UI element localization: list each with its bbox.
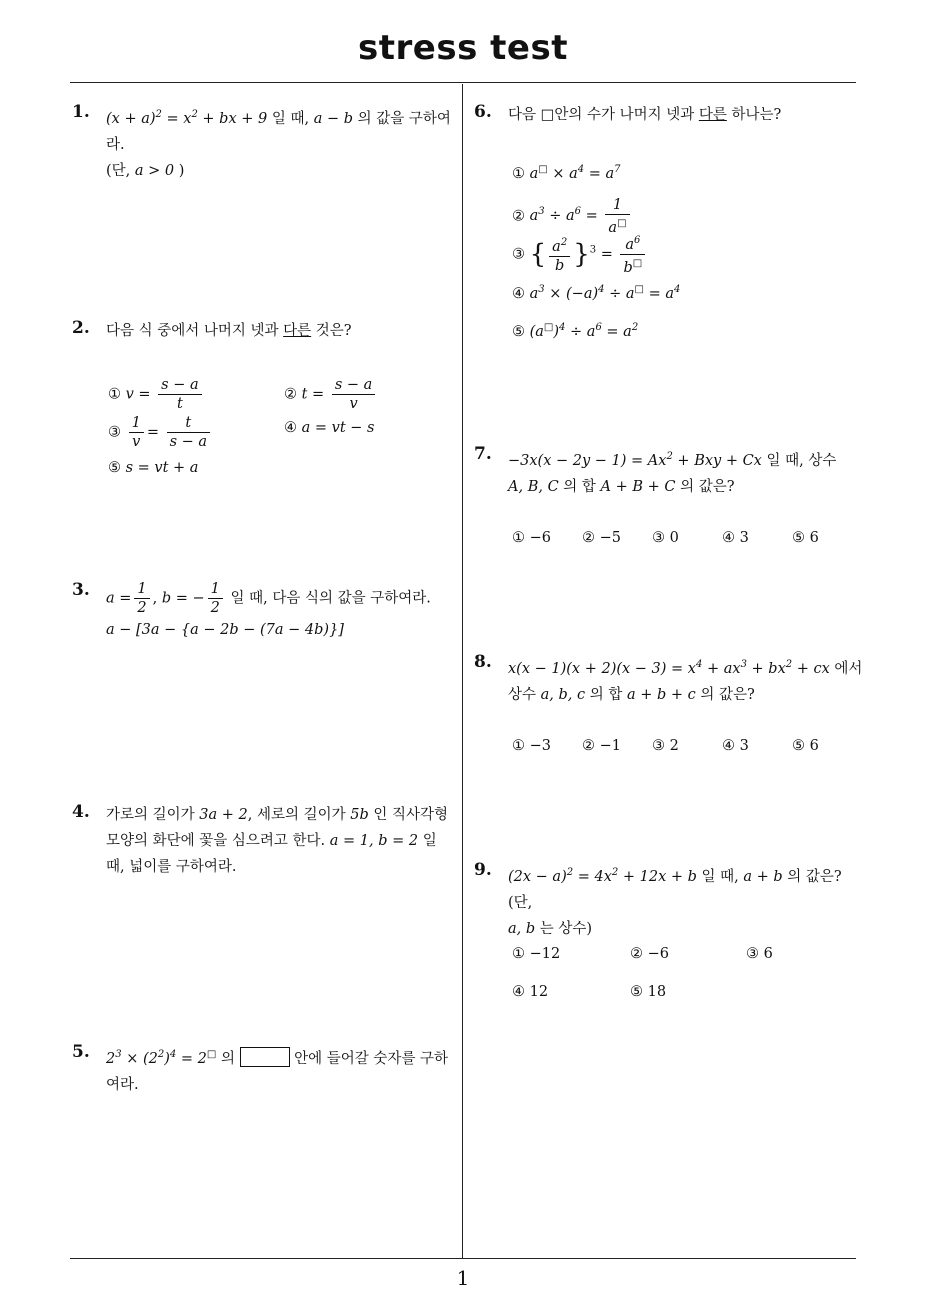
choice-3[interactable]: ③ 2 <box>652 738 679 754</box>
answer-box[interactable] <box>240 1047 290 1067</box>
choice-2[interactable]: ② −1 <box>582 738 621 754</box>
choice-5[interactable]: ⑤ 6 <box>792 738 819 754</box>
choice-3[interactable]: ③ 6 <box>746 946 773 962</box>
choice-4[interactable]: ④ a = vt − s <box>284 420 375 436</box>
choice-1[interactable]: ① v = $\frac{s - a}{t}$ <box>108 376 205 413</box>
choice-1[interactable]: ① −3 <box>512 738 551 754</box>
choice-4[interactable]: ④ 3 <box>722 738 749 754</box>
choice-5[interactable]: ⑤ 18 <box>630 984 667 1000</box>
column-divider <box>462 84 463 1258</box>
question-text: 다음 식 중에서 나머지 넷과 다른 것은? <box>106 323 352 339</box>
choice-5[interactable]: ⑤ $(a^□)^4 \div a^6 = a^2$ <box>512 322 639 340</box>
choice-3[interactable]: ③ 0 <box>652 530 679 546</box>
question-text: $(x + a)^2 = x^2$ + bx + 9 일 때, a − b 의 값을 구하여라. (단, a > 0 ) <box>106 109 451 179</box>
choice-4[interactable]: ④ 3 <box>722 530 749 546</box>
question-number: 6. <box>474 102 492 122</box>
header-rule <box>70 82 856 83</box>
question-number: 3. <box>72 580 90 600</box>
choice-2[interactable]: ② t = $\frac{s - a}{v}$ <box>284 376 378 413</box>
choice-1[interactable]: ① −6 <box>512 530 551 546</box>
choice-4[interactable]: ④ 12 <box>512 984 549 1000</box>
question-number: 9. <box>474 860 492 880</box>
choice-2[interactable]: ② −5 <box>582 530 621 546</box>
choice-3[interactable]: ③ $\frac{1}{v}$ = $\frac{t}{s - a}$ <box>108 414 213 451</box>
choice-2[interactable]: ② −6 <box>630 946 669 962</box>
choice-2[interactable]: ② $a^3 \div a^6$ = $\frac{1}{a^□}$ <box>512 196 633 237</box>
question-8 <box>474 652 864 762</box>
page-title: stress test <box>358 28 568 68</box>
question-number: 8. <box>474 652 492 672</box>
question-number: 4. <box>72 802 90 822</box>
question-text: 가로의 길이가 3a + 2, 세로의 길이가 5b 인 직사각형 모양의 화단에 꽃을 심으려고 한다. a = 1, b = 2 일 때, 넓이를 구하여라. <box>106 807 448 875</box>
question-7 <box>474 444 864 554</box>
page-number: 1 <box>456 1266 470 1290</box>
question-number: 7. <box>474 444 492 464</box>
choice-4[interactable]: ④ $a^3 \times (-a)^4 \div a^□ = a^4$ <box>512 284 681 302</box>
choice-5[interactable]: ⑤ 6 <box>792 530 819 546</box>
choice-3[interactable]: ③ { $\frac{a^2}{b}$ }$^3$ = $\frac{a^6}{b^□}$ <box>512 232 648 277</box>
choice-5[interactable]: ⑤ s = vt + a <box>108 460 199 476</box>
choice-1[interactable]: ① $a^□ \times a^4 = a^7$ <box>512 164 621 182</box>
question-text: $2^3 \times (2^2)^4 = 2^□$ 의 안에 들어갈 숫자를 구하 여라. <box>106 1042 448 1098</box>
question-text: 다음 □안의 수가 나머지 넷과 다른 하나는? <box>508 107 782 123</box>
question-6 <box>474 102 864 342</box>
question-9 <box>474 860 864 1010</box>
question-number: 2. <box>72 318 90 338</box>
choice-1[interactable]: ① −12 <box>512 946 561 962</box>
question-number: 5. <box>72 1042 90 1062</box>
question-text: $(2x - a)^2 = 4x^2 + 12x + b$ 일 때, a + b 의 값은?(단, a, b 는 상수) <box>508 867 842 937</box>
question-text: $-3x(x - 2y - 1) = Ax^2$ + Bxy + Cx 일 때, 상수 A, B, C 의 합 A + B + C 의 값은? <box>508 451 837 495</box>
question-text: a = $\frac{1}{2}$ , b = − $\frac{1}{2}$ 일 때, 다음 식의 값을 구하여라. a − [3a − {a − 2b − (7a − 4b)}] <box>106 581 431 638</box>
footer-rule <box>70 1258 856 1259</box>
question-2 <box>72 318 462 488</box>
question-number: 1. <box>72 102 90 122</box>
question-text: $x(x - 1)(x + 2)(x - 3) = x^4 + ax^3 + bx^2$ + cx 에서 상수 a, b, c 의 합 a + b + c 의 값은? <box>508 659 863 703</box>
